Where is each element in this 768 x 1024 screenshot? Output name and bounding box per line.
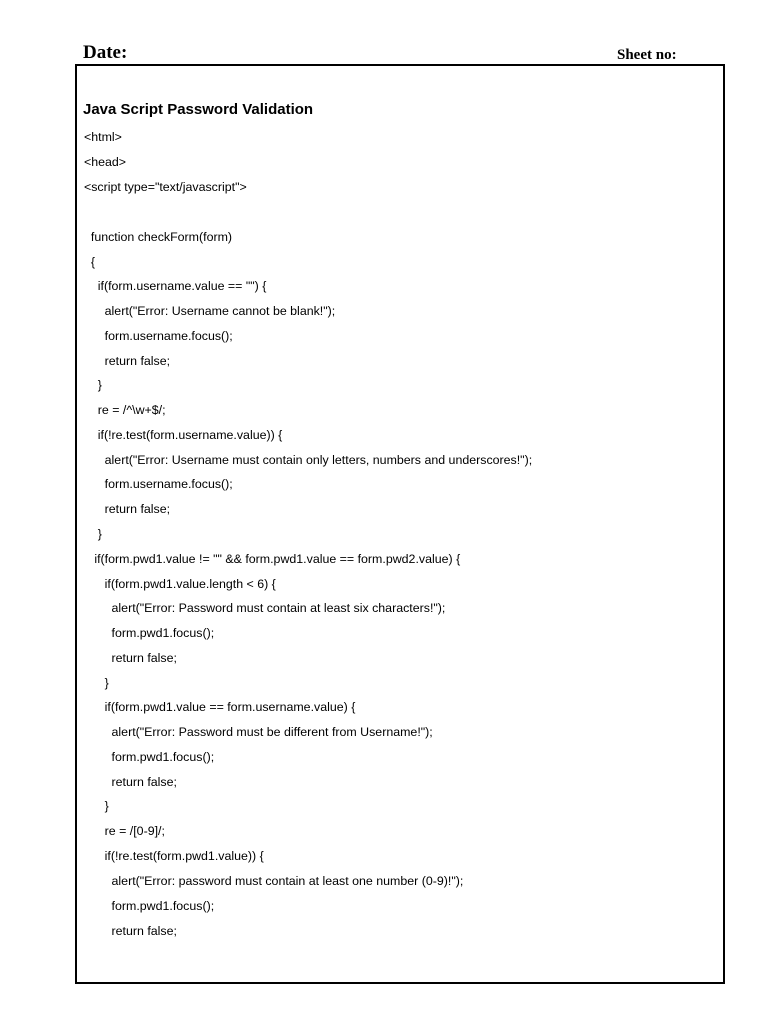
code-line: form.username.focus(); — [84, 477, 233, 491]
code-line: form.pwd1.focus(); — [84, 626, 215, 640]
code-line: if(!re.test(form.username.value)) { — [84, 428, 283, 442]
code-line: return false; — [84, 502, 171, 516]
code-line: <script type="text/javascript"> — [84, 180, 247, 194]
code-line: alert("Error: Password must contain at least six characters!"); — [84, 601, 446, 615]
page-title: Java Script Password Validation — [83, 101, 314, 118]
code-line: form.pwd1.focus(); — [84, 899, 215, 913]
date-label: Date: — [83, 42, 128, 63]
code-line: alert("Error: password must contain at least one number (0-9)!"); — [84, 874, 464, 888]
code-line: <html> — [84, 130, 122, 144]
code-line: } — [84, 676, 109, 690]
code-line: } — [84, 527, 102, 541]
code-line: if(form.pwd1.value == form.username.value) { — [84, 700, 356, 714]
code-line: } — [84, 799, 109, 813]
code-line: if(form.pwd1.value != "" && form.pwd1.value == form.pwd2.value) { — [84, 552, 461, 566]
code-line: alert("Error: Username cannot be blank!"); — [84, 304, 336, 318]
code-line: return false; — [84, 354, 171, 368]
code-line: form.pwd1.focus(); — [84, 750, 215, 764]
code-line: return false; — [84, 924, 177, 938]
code-line: re = /^\w+$/; — [84, 403, 166, 417]
page-frame — [75, 64, 725, 984]
code-line: function checkForm(form) — [84, 230, 233, 244]
code-line: if(form.pwd1.value.length < 6) { — [84, 577, 276, 591]
code-line: if(form.username.value == "") { — [84, 279, 267, 293]
code-line: <head> — [84, 155, 127, 169]
code-line: { — [84, 255, 96, 269]
code-line: re = /[0-9]/; — [84, 824, 165, 838]
code-line: } — [84, 378, 102, 392]
code-line: return false; — [84, 651, 177, 665]
code-line: alert("Error: Username must contain only letters, numbers and underscores!"); — [84, 453, 533, 467]
code-line: form.username.focus(); — [84, 329, 233, 343]
code-line: alert("Error: Password must be different from Username!"); — [84, 725, 433, 739]
code-line: return false; — [84, 775, 177, 789]
code-line: if(!re.test(form.pwd1.value)) { — [84, 849, 264, 863]
sheet-number-label: Sheet no: — [617, 47, 677, 63]
